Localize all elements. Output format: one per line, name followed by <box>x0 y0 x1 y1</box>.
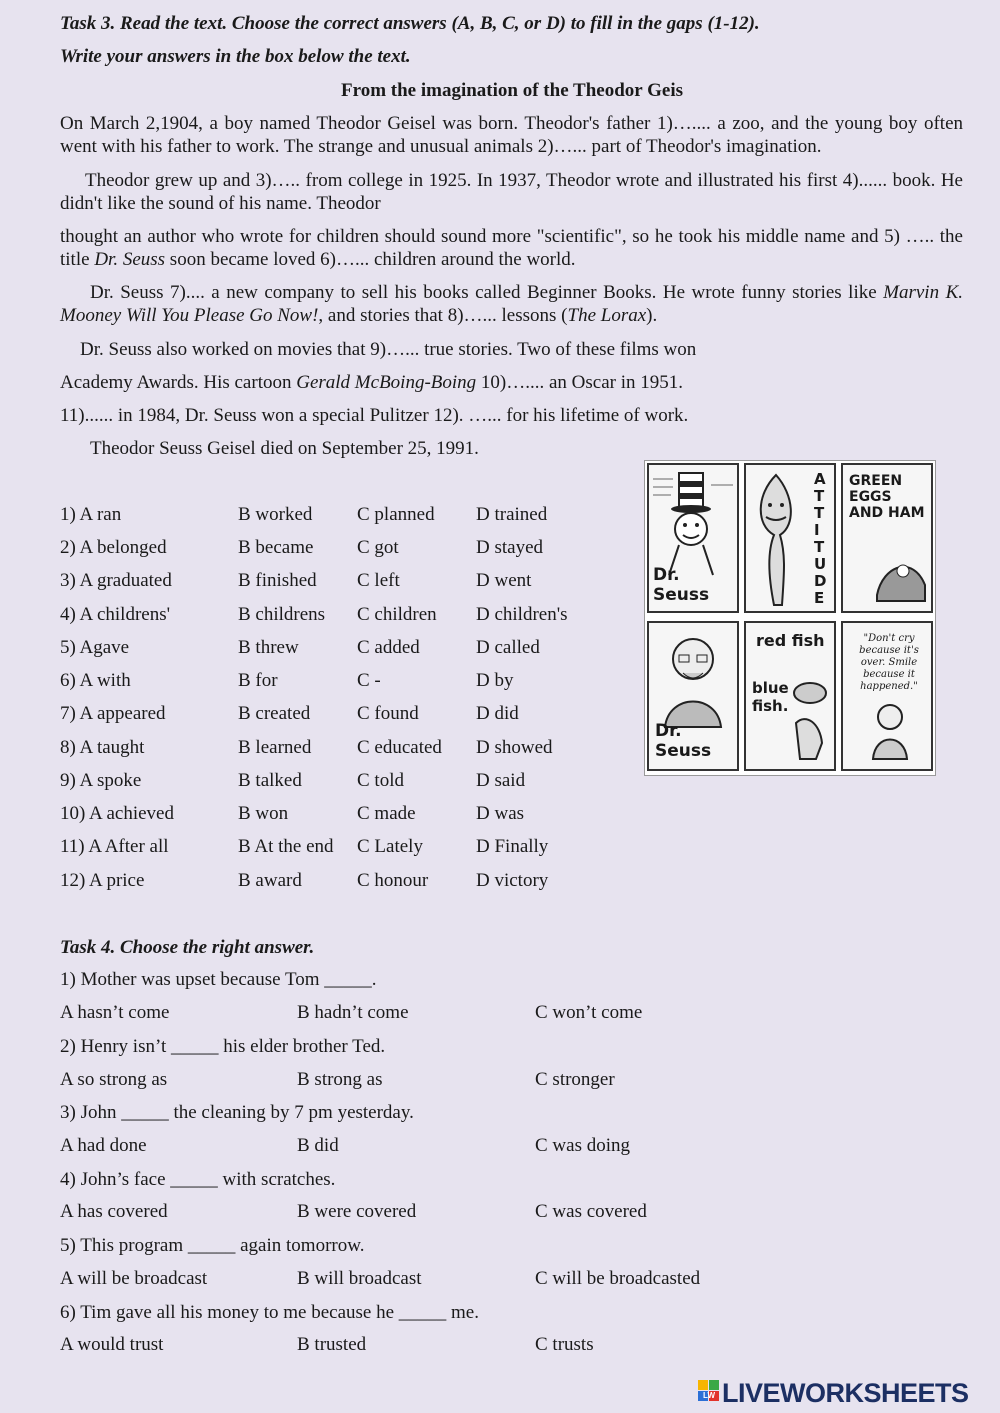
option-a[interactable]: 7) A appeared <box>60 703 166 724</box>
answer-a[interactable]: A has covered <box>60 1201 168 1222</box>
paragraph-3: thought an author who wrote for children should sound more "scientific", so he took his middle name and 5) ….. the title Dr. Seuss soon became loved 6)…... children around the world. <box>60 226 963 270</box>
option-d[interactable]: D victory <box>476 870 549 891</box>
option-d[interactable]: D did <box>476 703 519 724</box>
answer-b[interactable]: B hadn’t come <box>297 1002 409 1023</box>
logo-text: LIVEWORKSHEETS <box>722 1378 969 1408</box>
answer-b[interactable]: B were covered <box>297 1201 417 1222</box>
answer-a[interactable]: A had done <box>60 1135 147 1156</box>
answer-b[interactable]: B trusted <box>297 1334 367 1355</box>
question-4: 4) John’s face _____ with scratches. <box>60 1169 336 1190</box>
option-b[interactable]: B for <box>238 670 278 691</box>
option-b[interactable]: B created <box>238 703 311 724</box>
option-b[interactable]: B threw <box>238 637 299 658</box>
option-b[interactable]: B childrens <box>238 604 326 625</box>
option-a[interactable]: 10) A achieved <box>60 803 174 824</box>
question-6: 6) Tim gave all his money to me because he _____ me. <box>60 1302 479 1323</box>
option-d[interactable]: D showed <box>476 737 553 758</box>
option-a[interactable]: 2) A belonged <box>60 537 167 558</box>
option-d[interactable]: D children's <box>476 604 568 625</box>
paragraph-4: Dr. Seuss 7).... a new company to sell his books called Beginner Books. He wrote funny stories like Marvin K. Mooney Will You Please Go Now!, and stories that 8)…... lessons (The Lorax). <box>60 282 963 326</box>
cover-attitude: ATTITUDE <box>814 470 827 607</box>
question-5: 5) This program _____ again tomorrow. <box>60 1235 365 1256</box>
task3-instruction-1: Task 3. Read the text. Choose the correct answers (A, B, C, or D) to fill in the gaps (1-12). <box>60 13 760 34</box>
option-a[interactable]: 4) A childrens' <box>60 604 171 625</box>
cover-cat-in-hat <box>647 463 739 613</box>
answer-c[interactable]: C was covered <box>535 1201 647 1222</box>
option-d[interactable]: D was <box>476 803 525 824</box>
task3-instruction-2: Write your answers in the box below the text. <box>60 46 411 67</box>
cover-quote <box>841 621 933 771</box>
option-b[interactable]: B won <box>238 803 289 824</box>
question-1: 1) Mother was upset because Tom _____. <box>60 969 377 990</box>
option-a[interactable]: 6) A with <box>60 670 131 691</box>
paragraph-1: On March 2,1904, a boy named Theodor Geisel was born. Theodor's father 1)….... a zoo, and the young boy often went with his father to work. The strange and unusual animals 2)…... part of Theodor's imagination. <box>60 113 963 157</box>
option-d[interactable]: D Finally <box>476 836 549 857</box>
option-c[interactable]: C Lately <box>357 836 423 857</box>
option-c[interactable]: C - <box>357 670 381 691</box>
option-a[interactable]: 12) A price <box>60 870 145 891</box>
question-3: 3) John _____ the cleaning by 7 pm yesterday. <box>60 1102 414 1123</box>
option-b[interactable]: B talked <box>238 770 302 791</box>
option-c[interactable]: C planned <box>357 504 435 525</box>
question-2: 2) Henry isn’t _____ his elder brother Ted. <box>60 1036 386 1057</box>
option-d[interactable]: D went <box>476 570 532 591</box>
answer-c[interactable]: C stronger <box>535 1069 615 1090</box>
paragraph-6: Academy Awards. His cartoon Gerald McBoing-Boing 10)….... an Oscar in 1951. <box>60 372 684 393</box>
cover-label: blue fish. <box>752 679 789 715</box>
option-d[interactable]: D stayed <box>476 537 544 558</box>
option-b[interactable]: B worked <box>238 504 313 525</box>
cover-grinch <box>744 463 836 613</box>
cover-red-fish <box>744 621 836 771</box>
option-b[interactable]: B learned <box>238 737 312 758</box>
option-c[interactable]: C children <box>357 604 437 625</box>
cover-label: red fish <box>756 631 825 650</box>
svg-text:LW: LW <box>703 1391 715 1400</box>
liveworksheets-logo[interactable] <box>698 1378 969 1408</box>
cover-label: GREEN EGGS AND HAM <box>849 473 925 521</box>
option-d[interactable]: D trained <box>476 504 548 525</box>
cover-green-eggs <box>841 463 933 613</box>
answer-a[interactable]: A hasn’t come <box>60 1002 170 1023</box>
option-d[interactable]: D said <box>476 770 526 791</box>
option-a[interactable]: 9) A spoke <box>60 770 142 791</box>
answer-b[interactable]: B strong as <box>297 1069 383 1090</box>
option-d[interactable]: D by <box>476 670 514 691</box>
task4-heading: Task 4. Choose the right answer. <box>60 937 315 958</box>
cover-portrait <box>647 621 739 771</box>
option-c[interactable]: C added <box>357 637 420 658</box>
option-b[interactable]: B became <box>238 537 314 558</box>
cover-quote-text: "Don't cry because it's over. Smile because it happened." <box>859 633 919 692</box>
option-b[interactable]: B finished <box>238 570 317 591</box>
option-c[interactable]: C told <box>357 770 404 791</box>
paragraph-7: 11)...... in 1984, Dr. Seuss won a special Pulitzer 12). …... for his lifetime of work. <box>60 405 689 426</box>
book-covers-image <box>644 460 936 776</box>
answer-c[interactable]: C won’t come <box>535 1002 643 1023</box>
logo-badge-icon <box>698 1378 720 1404</box>
option-c[interactable]: C got <box>357 537 399 558</box>
option-a[interactable]: 1) A ran <box>60 504 122 525</box>
answer-c[interactable]: C trusts <box>535 1334 594 1355</box>
option-d[interactable]: D called <box>476 637 540 658</box>
option-c[interactable]: C made <box>357 803 416 824</box>
answer-c[interactable]: C was doing <box>535 1135 630 1156</box>
answer-a[interactable]: A will be broadcast <box>60 1268 208 1289</box>
cover-label: Dr. Seuss <box>655 721 712 761</box>
option-a[interactable]: 8) A taught <box>60 737 145 758</box>
option-a[interactable]: 5) Agave <box>60 637 130 658</box>
option-c[interactable]: C left <box>357 570 400 591</box>
answer-b[interactable]: B will broadcast <box>297 1268 422 1289</box>
text-title: From the imagination of the Theodor Geis <box>341 80 683 101</box>
option-b[interactable]: B award <box>238 870 302 891</box>
option-c[interactable]: C honour <box>357 870 429 891</box>
answer-b[interactable]: B did <box>297 1135 339 1156</box>
answer-c[interactable]: C will be broadcasted <box>535 1268 701 1289</box>
paragraph-8: Theodor Seuss Geisel died on September 25, 1991. <box>90 438 479 459</box>
option-c[interactable]: C educated <box>357 737 442 758</box>
option-c[interactable]: C found <box>357 703 419 724</box>
option-b[interactable]: B At the end <box>238 836 334 857</box>
option-a[interactable]: 11) A After all <box>60 836 169 857</box>
option-a[interactable]: 3) A graduated <box>60 570 172 591</box>
paragraph-5: Dr. Seuss also worked on movies that 9)…... true stories. Two of these films won <box>80 339 697 360</box>
answer-a[interactable]: A would trust <box>60 1334 164 1355</box>
cover-label: Dr. Seuss <box>653 565 710 605</box>
answer-a[interactable]: A so strong as <box>60 1069 168 1090</box>
paragraph-2: Theodor grew up and 3)….. from college in 1925. In 1937, Theodor wrote and illustrated his first 4)...... book. He didn't like the sound of his name. Theodor <box>60 170 963 214</box>
